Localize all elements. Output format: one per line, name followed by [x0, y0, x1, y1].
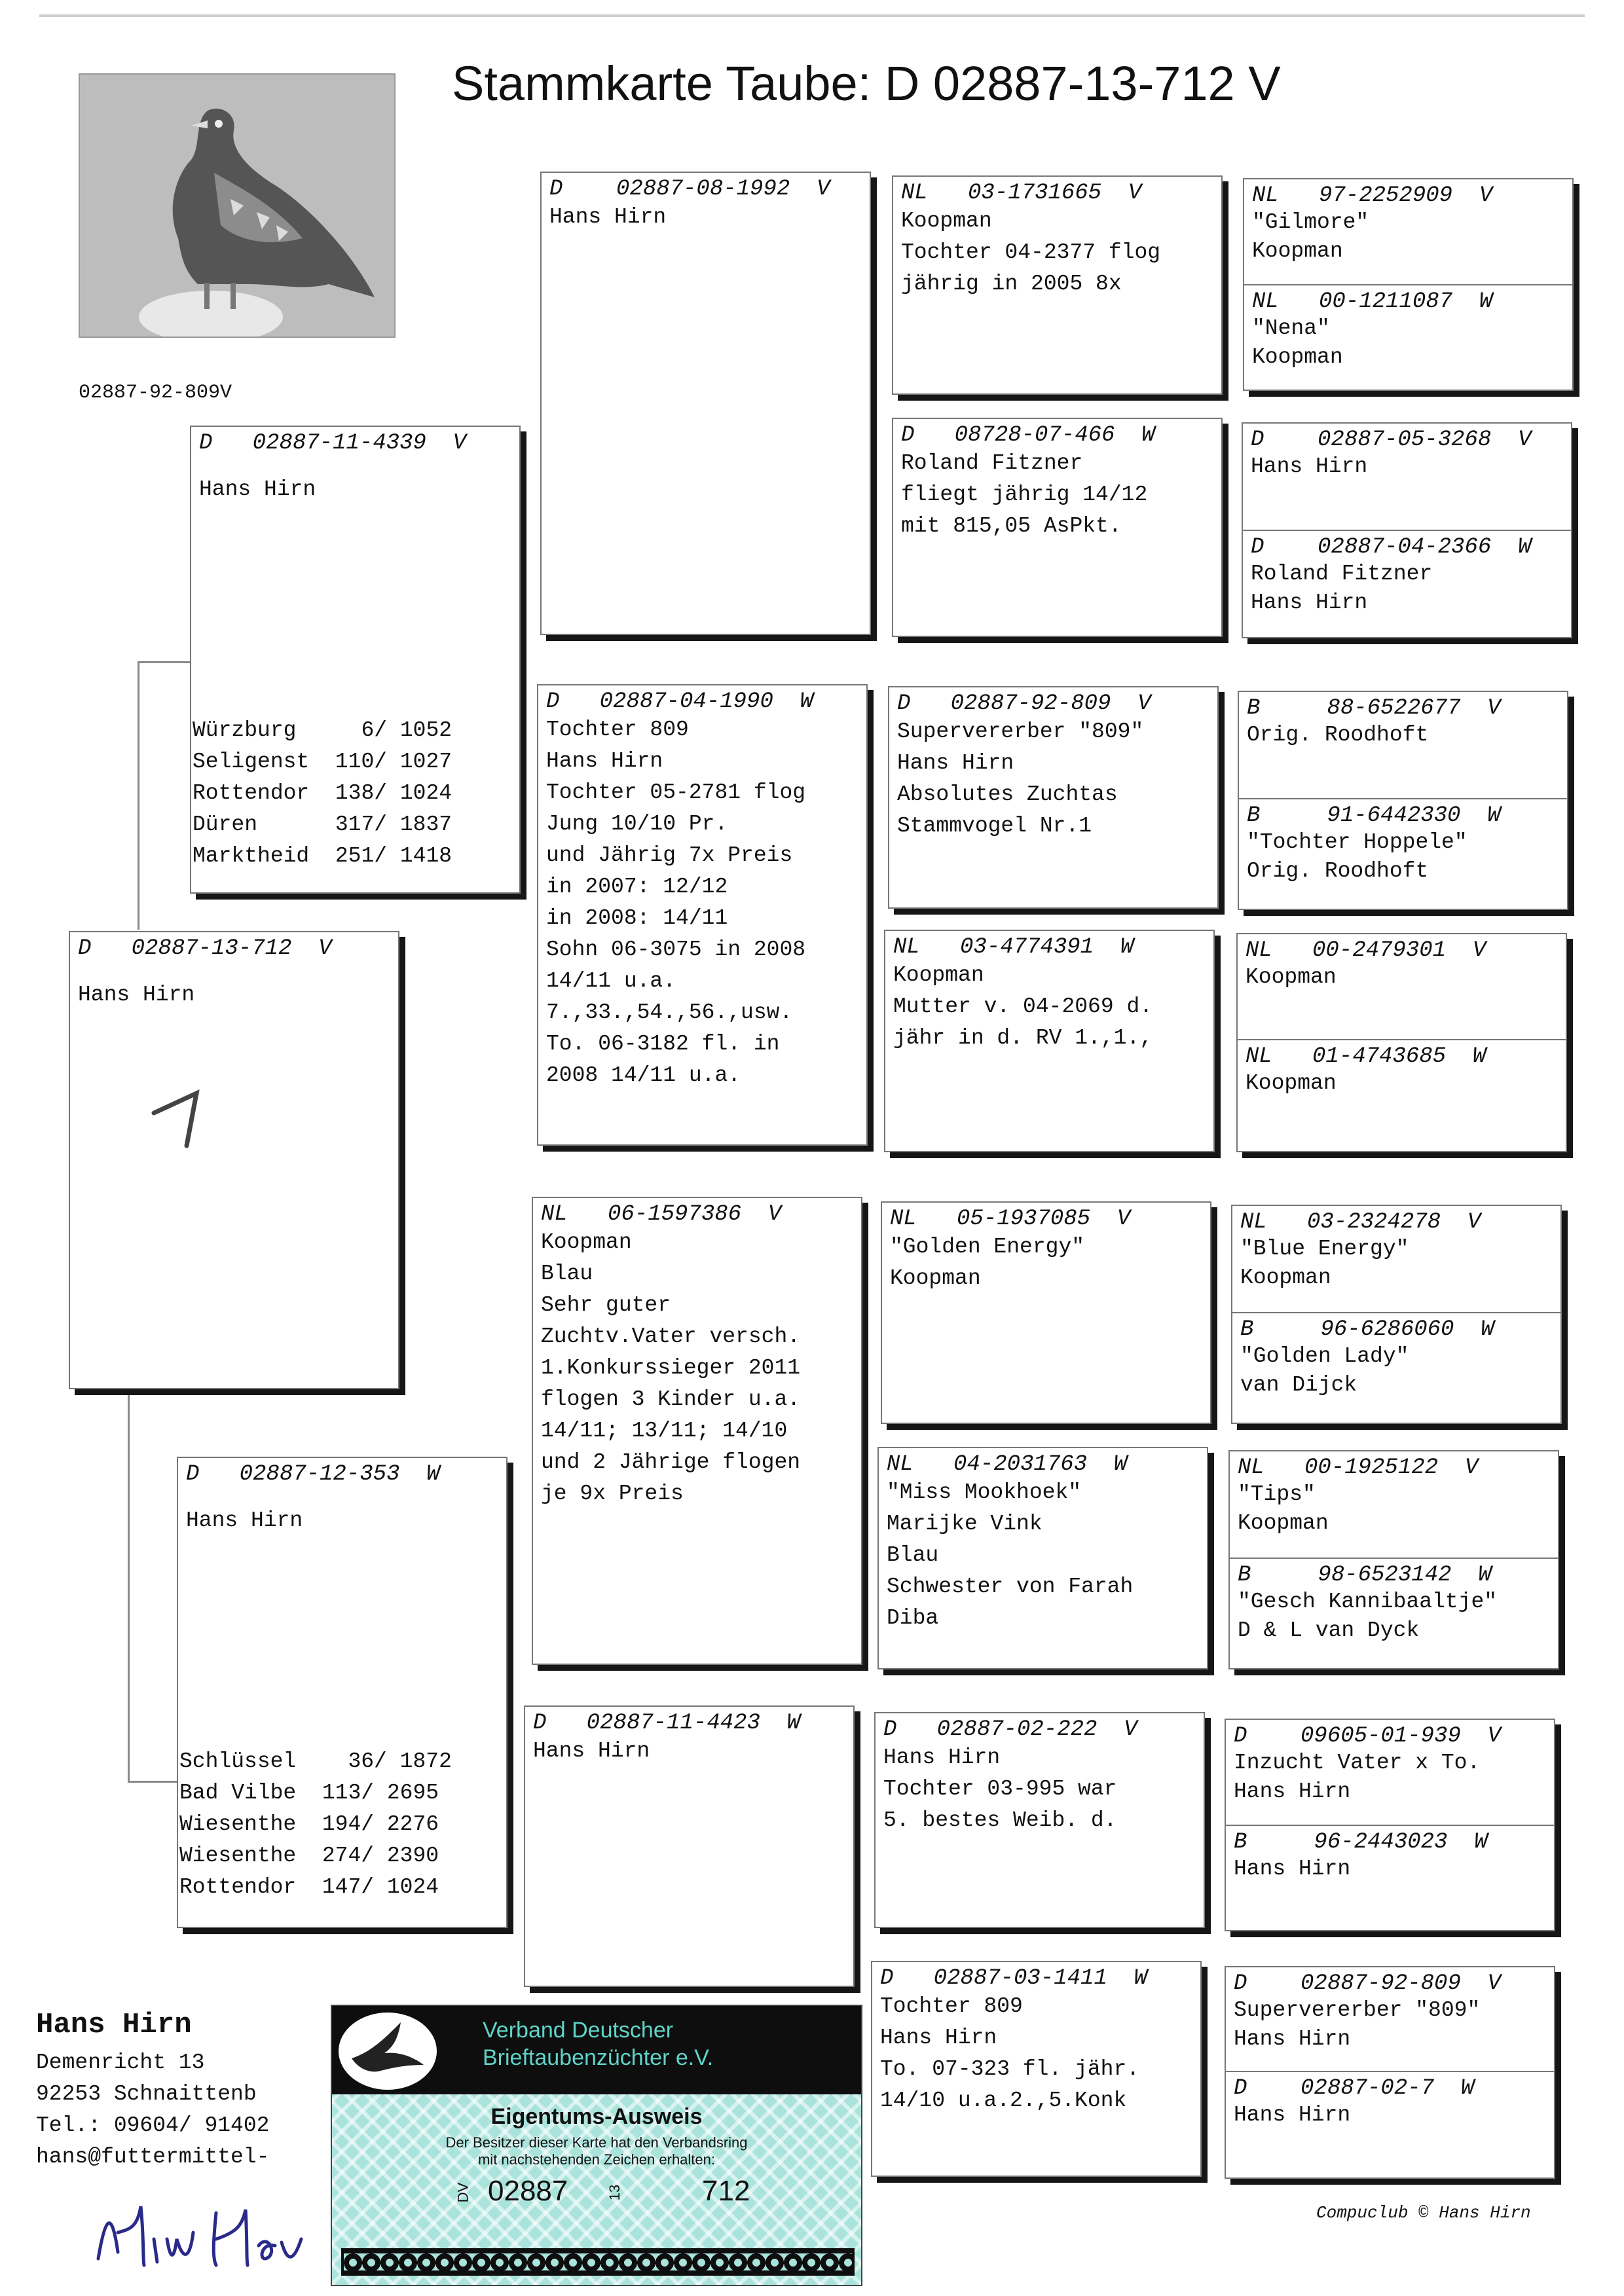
pigeon-photo	[79, 73, 396, 338]
great-great-grandparent-card	[1225, 1966, 1555, 2179]
ring-number: D 02887-05-3268 V	[1251, 428, 1532, 452]
pigeon-icon	[80, 75, 394, 337]
credit: Compuclub © Hans Hirn	[1316, 2203, 1531, 2223]
owner: Koopman	[890, 1266, 981, 1290]
dove-logo-icon	[339, 2013, 437, 2090]
owner: Koopman	[1252, 345, 1343, 369]
great-great-grandparent-card	[1236, 933, 1567, 1152]
race-result: Düren 317/ 1837	[193, 812, 452, 837]
card-line: fliegt jährig 14/12	[901, 483, 1148, 507]
breeder-name: Hans Hirn	[36, 2009, 192, 2041]
card-line: "Nena"	[1252, 316, 1330, 340]
owner: Orig. Roodhoft	[1247, 859, 1429, 883]
card-line: Stammvogel Nr.1	[897, 814, 1092, 838]
owner: Hans Hirn	[1251, 454, 1368, 479]
ring-number: D 02887-12-353 W	[186, 1462, 440, 1487]
signature-icon	[92, 2193, 308, 2278]
card-line: 1.Konkurssieger 2011	[541, 1356, 801, 1380]
owner: Roland Fitzner	[901, 451, 1083, 475]
ring-number: D 02887-11-4423 W	[533, 1711, 801, 1736]
owner: Koopman	[901, 209, 992, 233]
owner: Hans Hirn	[533, 1739, 650, 1763]
card-line: 5. bestes Weib. d.	[883, 1808, 1117, 1832]
card-line: 14/11; 13/11; 14/10	[541, 1419, 788, 1443]
mother-card	[177, 1457, 507, 1928]
race-result: Bad Vilbe 113/ 2695	[179, 1781, 439, 1805]
ring-number: D 02887-08-1992 V	[549, 177, 830, 202]
great-great-grandparent-card	[1231, 1205, 1562, 1424]
owner: Hans Hirn	[883, 1745, 1001, 1770]
badge-ring-number: 712	[702, 2175, 750, 2207]
card-line: Tochter 05-2781 flog	[546, 780, 806, 805]
owner: Hans Hirn	[199, 477, 316, 501]
card-line: Zuchtv.Vater versch.	[541, 1324, 801, 1349]
org-name-line2: Brieftaubenzüchter e.V.	[483, 2045, 714, 2070]
ring-number: NL 04-2031763 W	[887, 1452, 1128, 1477]
card-line: und 2 Jährige flogen	[541, 1450, 801, 1474]
ring-number: D 02887-92-809 V	[897, 691, 1151, 716]
owner: Hans Hirn	[546, 749, 663, 773]
owner: Hans Hirn	[549, 205, 667, 229]
address-street: Demenricht 13	[36, 2050, 205, 2075]
card-line: "Tochter Hoppele"	[1247, 830, 1467, 854]
ring-number: D 02887-04-2366 W	[1251, 535, 1532, 560]
ownership-card	[331, 2005, 862, 2286]
race-result: Seligenst 110/ 1027	[193, 750, 452, 774]
hand-mark-icon	[141, 1074, 219, 1152]
great-great-grandparent-card	[1225, 1719, 1555, 1931]
great-grandparent-card	[892, 175, 1223, 395]
photo-caption: 02887-92-809V	[79, 382, 232, 404]
card-line: Supervererber "809"	[1234, 1998, 1481, 2022]
card-line: 7.,33.,54.,56.,usw.	[546, 1000, 793, 1025]
owner: D & L van Dyck	[1238, 1618, 1420, 1643]
owner: Hans Hirn	[186, 1508, 303, 1533]
card-line: Sehr guter	[541, 1293, 671, 1317]
ring-number: D 02887-04-1990 W	[546, 689, 814, 714]
race-result: Schlüssel 36/ 1872	[179, 1749, 452, 1774]
badge-year: 13	[606, 2184, 623, 2201]
badge-header	[332, 2006, 861, 2094]
great-grandparent-card	[877, 1447, 1208, 1669]
card-line: und Jährig 7x Preis	[546, 843, 793, 867]
ring-number: D 02887-11-4339 V	[199, 431, 467, 456]
owner: Koopman	[1246, 965, 1337, 989]
race-result: Rottendor 147/ 1024	[179, 1875, 439, 1899]
card-line: Jung 10/10 Pr.	[546, 812, 728, 836]
connector-line	[138, 661, 139, 930]
owner: Hans Hirn	[1251, 591, 1368, 615]
ring-number: NL 97-2252909 V	[1252, 183, 1493, 208]
card-line: Blau	[887, 1543, 939, 1567]
card-line: Supervererber "809"	[897, 720, 1144, 744]
card-line: To. 07-323 fl. jähr.	[880, 2057, 1140, 2081]
owner: Koopman	[541, 1230, 632, 1254]
ring-number: D 02887-02-7 W	[1234, 2076, 1475, 2101]
owner: Hans Hirn	[1234, 1779, 1351, 1804]
owner: Hans Hirn	[880, 2026, 997, 2050]
connector-line	[128, 1781, 177, 1783]
great-grandparent-card	[888, 686, 1219, 909]
ring-number: NL 03-1731665 V	[901, 181, 1142, 206]
ring-number: D 09605-01-939 V	[1234, 1724, 1502, 1749]
great-great-grandparent-card	[1238, 691, 1568, 910]
card-line: "Gilmore"	[1252, 210, 1369, 234]
great-grandparent-card	[881, 1201, 1211, 1424]
card-line: Tochter 04-2377 flog	[901, 240, 1161, 264]
card-line: Tochter 03-995 war	[883, 1777, 1117, 1801]
owner: Koopman	[893, 963, 984, 987]
badge-strip	[341, 2248, 855, 2276]
grandparent-card	[540, 172, 871, 635]
owner: Hans Hirn	[1234, 2027, 1351, 2051]
address-city: 92253 Schnaittenb	[36, 2082, 257, 2106]
card-line: "Gesch Kannibaaltje"	[1238, 1590, 1498, 1614]
subject-card	[69, 931, 399, 1389]
ring-number: B 96-2443023 W	[1234, 1830, 1488, 1855]
top-border	[39, 14, 1585, 17]
card-line: Tochter 809	[546, 718, 689, 742]
great-great-grandparent-card	[1243, 178, 1574, 391]
badge-subtitle: Der Besitzer dieser Karte hat den Verbandsring	[445, 2134, 748, 2151]
card-line: Absolutes Zuchtas	[897, 782, 1118, 807]
owner: Koopman	[1240, 1266, 1331, 1290]
great-grandparent-card	[884, 930, 1215, 1152]
great-grandparent-card	[874, 1712, 1205, 1928]
great-great-grandparent-card	[1242, 422, 1572, 638]
phone: Tel.: 09604/ 91402	[36, 2113, 270, 2138]
card-line: "Blue Energy"	[1240, 1237, 1409, 1261]
card-line: flogen 3 Kinder u.a.	[541, 1387, 801, 1412]
owner: Hans Hirn	[78, 983, 195, 1007]
card-line: jähr in d. RV 1.,1.,	[893, 1026, 1153, 1050]
ring-number: D 02887-02-222 V	[883, 1717, 1137, 1742]
owner: Orig. Roodhoft	[1247, 723, 1429, 747]
ring-number: NL 06-1597386 V	[541, 1202, 782, 1227]
card-line: Mutter v. 04-2069 d.	[893, 994, 1153, 1019]
ring-number: NL 00-1925122 V	[1238, 1455, 1479, 1480]
card-line: Blau	[541, 1262, 593, 1286]
race-result: Marktheid 251/ 1418	[193, 844, 452, 868]
ring-number: D 02887-13-712 V	[78, 936, 332, 961]
owner: Marijke Vink	[887, 1512, 1043, 1536]
owner: Hans Hirn	[897, 751, 1014, 775]
card-line: 14/10 u.a.2.,5.Konk	[880, 2088, 1127, 2113]
ring-number: B 98-6523142 W	[1238, 1563, 1492, 1588]
badge-dv: DV	[454, 2182, 471, 2203]
card-line: Schwester von Farah	[887, 1575, 1134, 1599]
owner: van Dijck	[1240, 1373, 1357, 1397]
badge-title: Eigentums-Ausweis	[490, 2104, 703, 2129]
ring-number: D 02887-92-809 V	[1234, 1971, 1502, 1996]
card-line: 14/11 u.a.	[546, 969, 676, 993]
card-line: mit 815,05 AsPkt.	[901, 514, 1122, 538]
card-line: 2008 14/11 u.a.	[546, 1063, 741, 1087]
owner: Koopman	[1238, 1511, 1329, 1535]
badge-club-number: 02887	[488, 2175, 568, 2207]
owner: Hans Hirn	[1234, 2103, 1351, 2127]
owner: Koopman	[1252, 239, 1343, 263]
org-name-line1: Verband Deutscher	[483, 2018, 674, 2043]
ring-number: B 96-6286060 W	[1240, 1317, 1494, 1342]
grandparent-card	[537, 684, 868, 1146]
grandparent-card	[532, 1197, 862, 1665]
ring-number: NL 01-4743685 W	[1246, 1044, 1486, 1069]
card-line: "Miss Mookhoek"	[887, 1480, 1082, 1504]
ring-number: NL 00-1211087 W	[1252, 289, 1493, 314]
connector-line	[128, 1388, 130, 1781]
race-result: Wiesenthe 274/ 2390	[179, 1844, 439, 1868]
great-grandparent-card	[871, 1961, 1202, 2177]
card-line: Sohn 06-3075 in 2008	[546, 938, 806, 962]
father-card	[190, 426, 521, 894]
page-title: Stammkarte Taube: D 02887-13-712 V	[452, 56, 1281, 111]
owner: Hans Hirn	[1234, 1857, 1351, 1881]
owner: Koopman	[1246, 1071, 1337, 1095]
ring-number: D 02887-03-1411 W	[880, 1966, 1148, 1991]
card-line: Roland Fitzner	[1251, 562, 1433, 586]
email: hans@futtermittel-	[36, 2145, 270, 2169]
race-result: Würzburg 6/ 1052	[193, 718, 452, 742]
card-line: To. 06-3182 fl. in	[546, 1032, 780, 1056]
card-line: in 2007: 12/12	[546, 875, 728, 899]
ring-number: NL 05-1937085 V	[890, 1207, 1131, 1231]
card-line: "Golden Lady"	[1240, 1344, 1409, 1368]
ring-number: NL 03-4774391 W	[893, 935, 1134, 960]
card-line: Diba	[887, 1606, 939, 1630]
card-line: "Tips"	[1238, 1482, 1316, 1506]
ring-number: NL 00-2479301 V	[1246, 938, 1486, 963]
badge-subtitle: mit nachstehenden Zeichen erhalten:	[477, 2151, 715, 2168]
great-great-grandparent-card	[1228, 1450, 1559, 1669]
ring-number: B 88-6522677 V	[1247, 696, 1501, 721]
card-line: Tochter 809	[880, 1994, 1023, 2018]
ring-number: NL 03-2324278 V	[1240, 1210, 1481, 1235]
race-result: Rottendor 138/ 1024	[193, 781, 452, 805]
ring-number: B 91-6442330 W	[1247, 803, 1501, 828]
card-line: je 9x Preis	[541, 1482, 684, 1506]
connector-line	[138, 661, 190, 663]
card-line: "Golden Energy"	[890, 1235, 1085, 1259]
race-result: Wiesenthe 194/ 2276	[179, 1812, 439, 1836]
ring-number: D 08728-07-466 W	[901, 423, 1155, 448]
card-line: in 2008: 14/11	[546, 906, 728, 930]
card-line: Inzucht Vater x To.	[1234, 1751, 1481, 1775]
great-grandparent-card	[892, 418, 1223, 637]
card-line: jährig in 2005 8x	[901, 272, 1122, 296]
grandparent-card	[524, 1705, 855, 1987]
